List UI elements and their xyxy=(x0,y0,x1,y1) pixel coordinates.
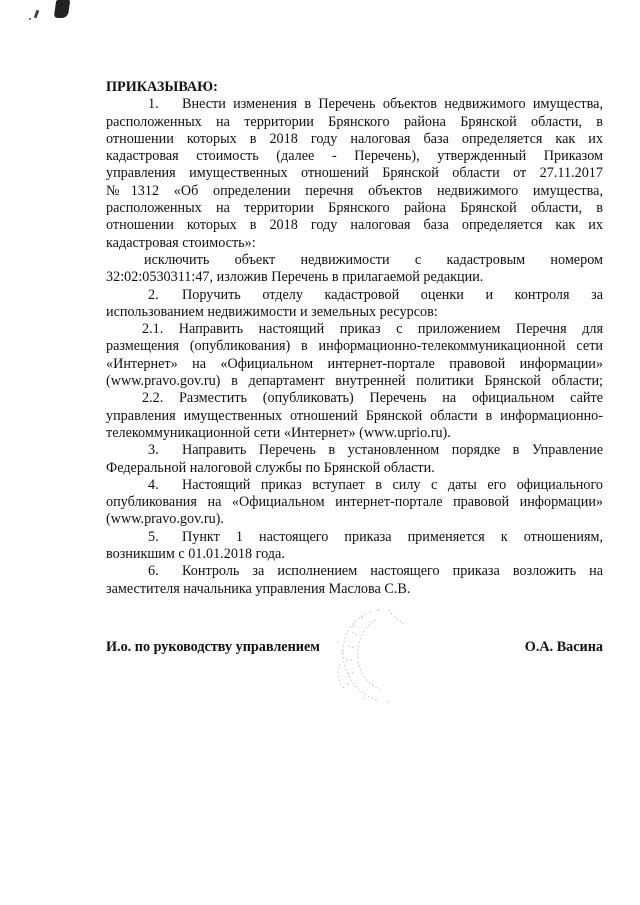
item-number: 1. xyxy=(148,96,159,113)
order-item-2-2 xyxy=(106,390,603,442)
item-line: отношении которых в 2018 году налоговая база определяется как их xyxy=(106,130,603,147)
order-body xyxy=(106,79,603,598)
item-line: (www.pravo.gov.ru). xyxy=(106,511,224,528)
item-line: опубликования на «Официальном интернет-портале правовой информации» xyxy=(106,494,603,511)
order-item-2-1 xyxy=(106,321,603,390)
item-number: 5. xyxy=(148,528,159,545)
item-line: 2.2. Разместить (опубликовать) Перечень на официальном сайте xyxy=(142,390,603,407)
order-item-6 xyxy=(106,563,603,598)
order-item-4 xyxy=(106,477,603,529)
order-item-2 xyxy=(106,287,603,322)
item-line: Внести изменения в Перечень объектов недвижимого имущества, xyxy=(182,96,603,113)
item-line: 32:02:0530311:47, изложив Перечень в прилагаемой редакции. xyxy=(106,269,484,286)
item-line: Поручить отделу кадастровой оценки и контроля за xyxy=(182,286,603,303)
item-line: (www.pravo.gov.ru) в департамент внутренней политики Брянской области; xyxy=(106,373,603,390)
item-line: расположенных на территории Брянского района Брянской области, в xyxy=(106,113,603,130)
item-line: заместителя начальника управления Маслова С.В. xyxy=(106,580,411,597)
signatory-name: О.А. Васина xyxy=(524,639,603,655)
item-line: использованием недвижимости и земельных ресурсов: xyxy=(106,303,438,320)
item-line: 2.1. Направить настоящий приказ с приложением Перечня для xyxy=(142,321,603,338)
item-line: кадастровая стоимость»: xyxy=(106,234,256,251)
item-number: 6. xyxy=(148,563,159,580)
item-line: кадастровая стоимость (далее - Перечень), утвержденный Приказом xyxy=(106,148,603,165)
order-item-3 xyxy=(106,442,603,477)
item-line: «Интернет» на «Официальном интернет-портале правовой информации» xyxy=(106,355,603,372)
scan-mark xyxy=(34,10,40,19)
item-line: отношении которых в 2018 году налоговая база определяется как их xyxy=(106,217,603,234)
item-line: телекоммуникационной сети «Интернет» (www.uprio.ru). xyxy=(106,424,451,441)
item-line: Настоящий приказ вступает в силу с даты его официального xyxy=(182,476,603,493)
scan-mark xyxy=(29,18,31,20)
order-heading: ПРИКАЗЫВАЮ: xyxy=(106,79,218,95)
signatory-position: И.о. по руководству управлением xyxy=(106,639,320,655)
item-line: Пункт 1 настоящего приказа применяется к отношениям, xyxy=(182,528,603,545)
item-line: Федеральной налоговой службы по Брянской области. xyxy=(106,459,435,476)
item-line: Направить Перечень в установленном порядке в Управление xyxy=(182,442,603,459)
order-item-1 xyxy=(106,96,603,286)
item-line: размещения (опубликования) в информационно-телекоммуникационной сети xyxy=(106,338,603,355)
item-line: №1312 «Об определении перечня объектов недвижимого имущества, xyxy=(106,182,603,199)
item-line: возникшим с 01.01.2018 года. xyxy=(106,546,285,563)
item-number: 3. xyxy=(148,442,159,459)
item-number: 4. xyxy=(148,476,159,493)
item-number: 2. xyxy=(148,286,159,303)
order-item-5 xyxy=(106,529,603,564)
scan-mark xyxy=(54,0,71,18)
item-line: исключить объект недвижимости с кадастровым номером xyxy=(144,251,603,268)
item-line: расположенных на территории Брянского района Брянской области, в xyxy=(106,200,603,217)
item-line: Контроль за исполнением настоящего приказа возложить на xyxy=(182,563,603,580)
item-line: управления имущественных отношений Брянской области в информационно- xyxy=(106,407,603,424)
signature-block xyxy=(106,639,603,659)
item-line: управления имущественных отношений Брянской области от 27.11.2017 xyxy=(106,165,603,182)
